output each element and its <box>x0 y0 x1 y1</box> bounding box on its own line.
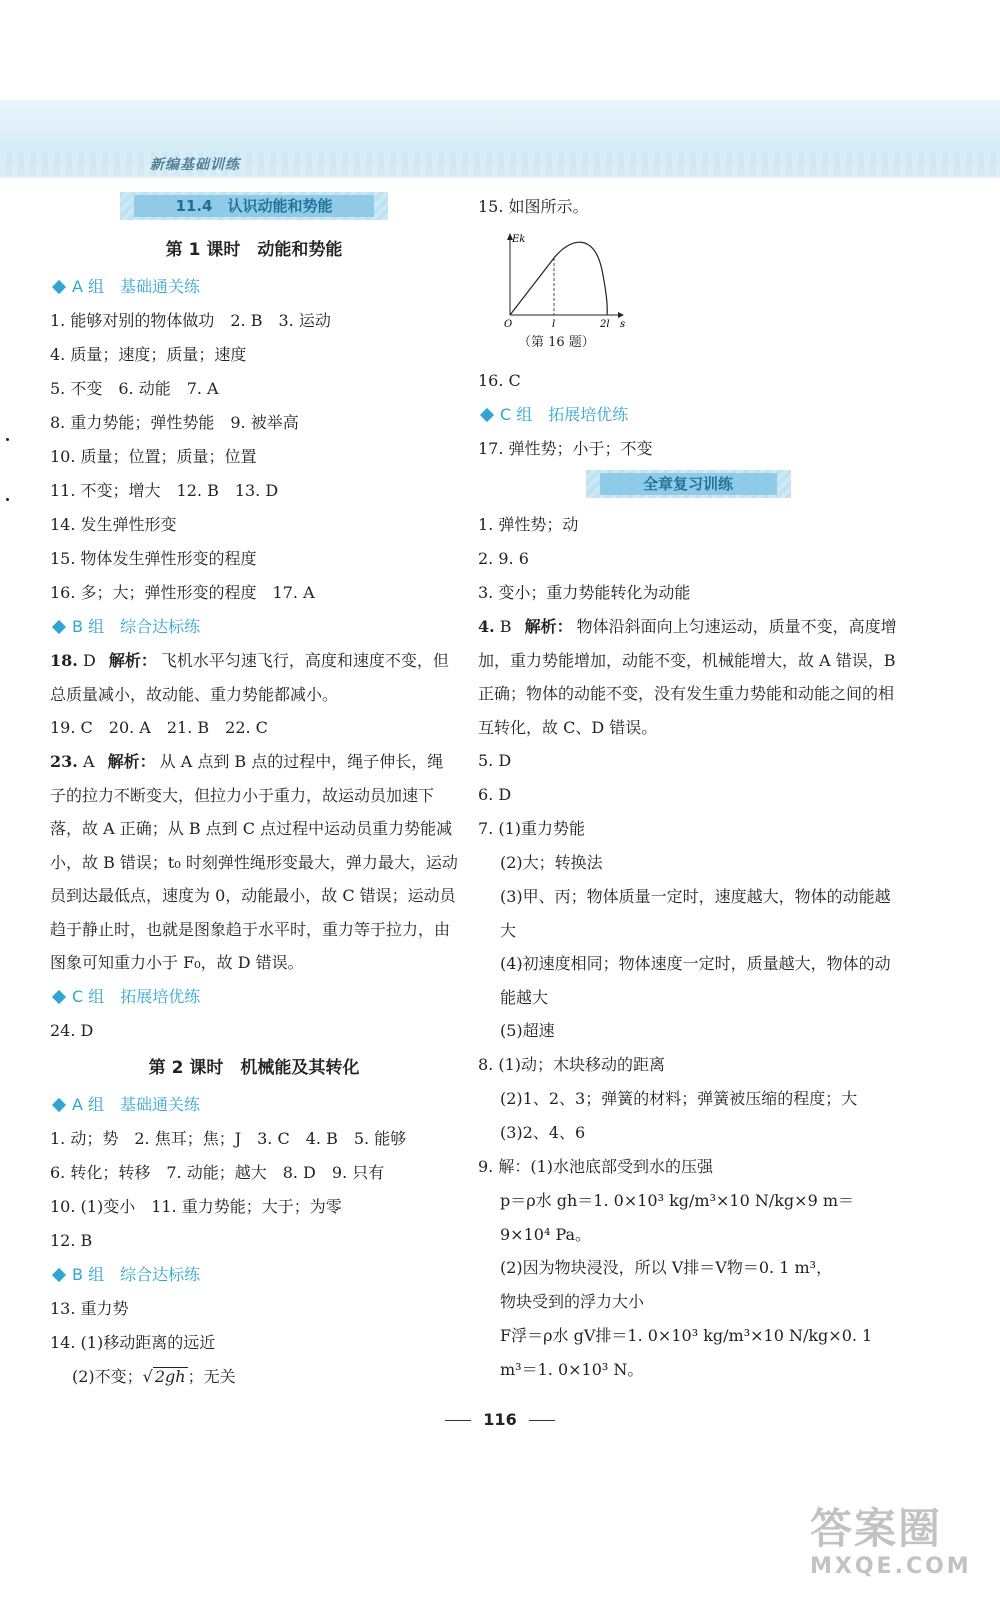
lesson-title: 第 2 课时 机械能及其转化 <box>148 1057 360 1078</box>
group-name: B 组 <box>72 617 105 636</box>
answer-line: 1. 动；势 2. 焦耳；焦；J 3. C 4. B 5. 能够 <box>50 1128 407 1148</box>
watermark-cn: 答案圈 <box>810 1504 943 1553</box>
answer-line: (5)超速 <box>500 1021 555 1040</box>
analysis-label: 解析： <box>524 617 573 636</box>
diamond-icon <box>52 989 66 1003</box>
formula-line: F浮＝ρ水 gV排＝1. 0×10³ kg/m³×10 N/kg×0. 1 m³＝1. 0×10³ N。 <box>500 1326 873 1379</box>
answer-line: 7. (1)重力势能 <box>478 819 586 838</box>
group-head-a2 <box>50 1088 458 1122</box>
y-label: Ek <box>512 234 526 245</box>
answer-line: 5. 不变 6. 动能 7. A <box>50 379 219 398</box>
diamond-icon <box>480 408 494 422</box>
group-desc: 综合达标练 <box>120 617 201 636</box>
answer-14-2 <box>50 1360 458 1394</box>
group-head-c <box>50 980 458 1014</box>
answer-line: 8. (1)动；木块移动的距离 <box>478 1055 666 1074</box>
answer-line: 13. 重力势 <box>50 1298 129 1318</box>
dash-right <box>529 1420 555 1421</box>
group-head-b2 <box>50 1258 458 1292</box>
watermark-en: MXQE.COM <box>810 1554 972 1579</box>
energy-graph <box>490 230 640 330</box>
answer-line: 4. 质量；速度；质量；速度 <box>50 345 247 364</box>
section-title: 11.4 认识动能和势能 <box>134 195 374 217</box>
answer-line: 24. D <box>50 1020 94 1040</box>
answer-choice: B <box>499 617 512 636</box>
answer-line: 15. 如图所示。 <box>478 197 589 216</box>
question-number: 23. <box>50 752 78 771</box>
answer-r4 <box>478 610 898 744</box>
answer-line: (2)大；转换法 <box>500 853 603 872</box>
answer-line: 6. 转化；转移 7. 动能；越大 8. D 9. 只有 <box>50 1162 385 1182</box>
review-banner <box>586 470 791 498</box>
tick-label: l <box>552 319 556 330</box>
answer-text: (2)不变； <box>72 1366 143 1386</box>
answer-line: (4)初速度相同；物体速度一定时，质量越大，物体的动能越大 <box>500 954 891 1007</box>
watermark <box>810 1505 980 1593</box>
x-unit-label: s <box>620 319 626 330</box>
margin-dot <box>6 498 9 501</box>
diamond-icon <box>52 280 66 294</box>
answer-line: 12. B <box>50 1230 93 1250</box>
tick-label: 2l <box>600 319 610 330</box>
answer-23 <box>50 745 458 980</box>
answer-choice: A <box>82 752 95 771</box>
group-desc: 基础通关练 <box>120 277 201 296</box>
answer-line: 19. C 20. A 21. B 22. C <box>50 718 268 737</box>
group-name: A 组 <box>72 1094 105 1114</box>
margin-dot <box>6 438 9 441</box>
answer-line: 17. 弹性势；小于；不变 <box>478 439 653 458</box>
answer-line: (2)1、2、3；弹簧的材料；弹簧被压缩的程度；大 <box>500 1089 858 1108</box>
page-number-row <box>0 1410 1000 1429</box>
answer-line: (3)甲、丙；物体质量一定时，速度越大，物体的动能越大 <box>500 887 891 940</box>
analysis-text: 物体沿斜面向上匀速运动，质量不变，高度增加，重力势能增加，动能不变，机械能增大，故 A 错误，B 正确；物体的动能不变，没有发生重力势能和动能之间的相互转化，故 C、D 错误。 <box>478 617 897 737</box>
group-head-a <box>50 270 458 304</box>
group-name: C 组 <box>500 405 533 424</box>
analysis-text: 飞机水平匀速飞行，高度和速度不变，但总质量减小，故动能、重力势能都减小。 <box>50 651 449 704</box>
group-desc: 拓展培优练 <box>548 405 629 424</box>
group-desc: 拓展培优练 <box>120 986 201 1006</box>
diamond-icon <box>52 1097 66 1111</box>
right-column <box>478 190 898 1386</box>
group-name: A 组 <box>72 277 105 296</box>
energy-curve <box>510 242 607 315</box>
diamond-icon <box>52 620 66 634</box>
answer-line: 16. 多；大；弹性形变的程度 17. A <box>50 583 315 602</box>
section-banner <box>120 192 388 220</box>
answer-line: 15. 物体发生弹性形变的程度 <box>50 549 257 568</box>
answer-line: 10. 质量；位置；质量；位置 <box>50 447 257 466</box>
group-name: B 组 <box>72 1264 105 1284</box>
answer-choice: D <box>82 651 96 670</box>
x-axis-arrow <box>618 312 624 318</box>
analysis-text: 从 A 点到 B 点的过程中，绳子伸长，绳子的拉力不断变大，但拉力小于重力，故运动员加速下落，故 A 正确；从 B 点到 C 点过程中运动员重力势能减小，故 B 错误；t₀ 时刻弹性绳形变最大，弹力最大，运动员到达最低点，速度为 0，动能最小，故 C 错误；运动员趋于静止时，也就是图象趋于水平时，重力等于拉力，由图象可知重力小于 F₀，故 D 错误。 <box>50 752 458 972</box>
sqrt-symbol: √ <box>142 1366 153 1386</box>
formula-line: p＝ρ水 gh＝1. 0×10³ kg/m³×10 N/kg×9 m＝9×10⁴ Pa。 <box>500 1191 855 1244</box>
diamond-icon <box>52 1267 66 1281</box>
group-head-c-right <box>478 398 898 432</box>
answer-line: 2. 9. 6 <box>478 549 529 568</box>
question-number: 4. <box>478 617 495 636</box>
group-name: C 组 <box>72 986 105 1006</box>
lesson-title: 第 1 课时 动能和势能 <box>165 240 343 260</box>
answer-line: 11. 不变；增大 12. B 13. D <box>50 481 279 500</box>
answer-line: 10. (1)变小 11. 重力势能；大于；为零 <box>50 1196 342 1216</box>
answer-line: 3. 变小；重力势能转化为动能 <box>478 583 691 602</box>
answer-line: 14. 发生弹性形变 <box>50 515 177 534</box>
group-desc: 基础通关练 <box>120 1094 201 1114</box>
graph-caption: （第 16 题） <box>518 335 595 350</box>
answer-line: 1. 弹性势；动 <box>478 515 579 534</box>
answer-line: 9. 解：(1)水池底部受到水的压强 <box>478 1157 714 1176</box>
review-title: 全章复习训练 <box>600 473 777 495</box>
analysis-label: 解析： <box>107 752 156 771</box>
dash-left <box>445 1420 471 1421</box>
answer-line: 物块受到的浮力大小 <box>500 1292 645 1311</box>
answer-line: 5. D <box>478 751 512 770</box>
sqrt-radicand: 2gh <box>154 1366 186 1386</box>
analysis-label: 解析： <box>108 651 157 670</box>
origin-label: O <box>504 319 513 330</box>
question-number: 18. <box>50 651 78 670</box>
answer-line: 14. (1)移动距离的远近 <box>50 1332 216 1352</box>
answer-line: 8. 重力势能；弹性势能 9. 被举高 <box>50 413 299 432</box>
answer-text: ；无关 <box>187 1366 236 1386</box>
answer-line: (2)因为物块浸没，所以 V排＝V物＝0. 1 m³， <box>500 1258 833 1277</box>
answer-line: 1. 能够对别的物体做功 2. B 3. 运动 <box>50 311 331 330</box>
page-number: 116 <box>483 1410 517 1429</box>
graph-svg <box>490 230 640 330</box>
series-title: 新编基础训练 <box>150 157 240 173</box>
answer-line: 16. C <box>478 371 521 390</box>
answer-line: (3)2、4、6 <box>500 1123 586 1142</box>
group-head-b <box>50 610 458 644</box>
answer-18 <box>50 644 458 711</box>
left-column <box>50 190 458 1394</box>
group-desc: 综合达标练 <box>120 1264 201 1284</box>
answer-line: 6. D <box>478 785 512 804</box>
